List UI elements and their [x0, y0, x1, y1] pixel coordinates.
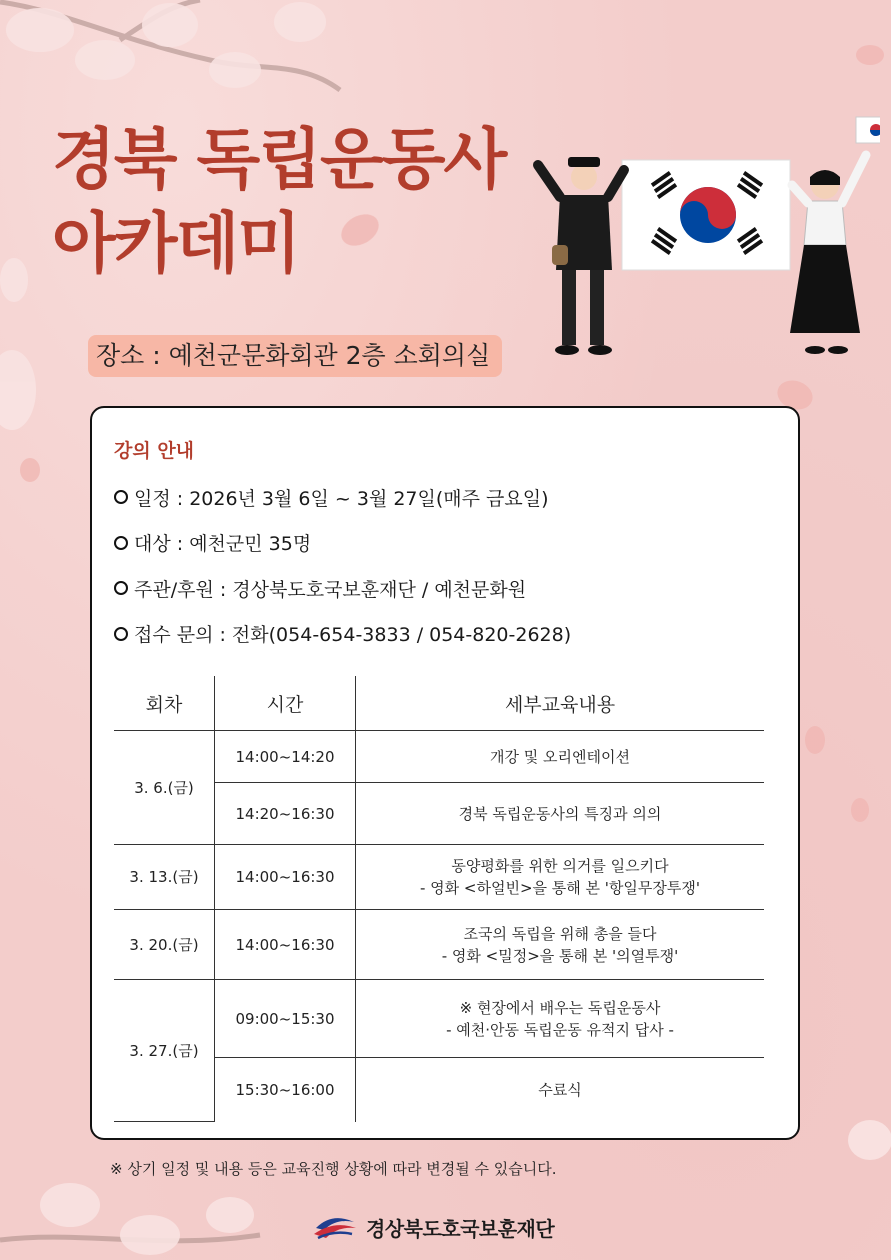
session-content: [356, 845, 765, 910]
hanbok-woman-figure-icon: [790, 117, 880, 354]
session-content: [356, 731, 765, 783]
taegukgi-flag-icon: [622, 160, 790, 270]
venue-label: 장소 : 예천군문화회관 2층 소회의실: [88, 335, 502, 377]
session-time: 14:00~16:30: [215, 910, 356, 980]
list-item: [114, 482, 571, 512]
footnote: ※ 상기 일정 및 내용 등은 교육진행 상황에 따라 변경될 수 있습니다.: [110, 1160, 557, 1178]
session-content: [356, 910, 765, 980]
list-item: [114, 619, 571, 649]
session-date: 3. 6.(금): [114, 731, 215, 845]
footer: [312, 1212, 554, 1242]
section-title: 강의 안내: [114, 440, 195, 462]
content-line: 경북 독립운동사의 특징과 의의: [458, 804, 662, 823]
info-contact: 접수 문의 : 전화(054-654-3833 / 054-820-2628): [134, 624, 572, 646]
table-row: [114, 731, 764, 783]
session-date: 3. 27.(금): [114, 980, 215, 1122]
page-title: [52, 118, 505, 286]
content-line: 조국의 독립을 위해 총을 들다: [463, 924, 657, 943]
content-line: - 예천·안동 독립운동 유적지 답사 -: [446, 1020, 674, 1039]
session-time: 14:00~16:30: [215, 845, 356, 910]
info-organizer: 주관/후원 : 경상북도호국보훈재단 / 예천문화원: [134, 578, 527, 601]
content-line: 동양평화를 위한 의거를 일으키다: [451, 857, 669, 875]
table-row: [114, 845, 764, 910]
session-time: 14:00~14:20: [215, 731, 356, 783]
bullet-circle-icon: [114, 581, 128, 595]
schedule-table: [114, 676, 764, 1122]
info-schedule: 일정 : 2026년 3월 6일 ~ 3월 27일(매주 금요일): [134, 487, 549, 510]
content-line: 개강 및 오리엔테이션: [490, 747, 630, 766]
table-row: [114, 980, 764, 1058]
session-time: 15:30~16:00: [215, 1058, 356, 1122]
content-line: 수료식: [538, 1080, 582, 1099]
header-content: 세부교육내용: [356, 676, 765, 731]
list-item: [114, 528, 571, 558]
session-content: [356, 783, 765, 845]
session-time: 09:00~15:30: [215, 980, 356, 1058]
table-header-row: [114, 676, 764, 731]
bullet-circle-icon: [114, 536, 128, 550]
header-time: 시간: [215, 676, 356, 731]
title-line-2: 아카데미: [52, 205, 300, 282]
foundation-logo-icon: [312, 1212, 358, 1242]
lecture-info-card: [90, 406, 800, 1140]
list-item: [114, 573, 571, 603]
info-target: 대상 : 예천군민 35명: [134, 533, 312, 555]
session-date: 3. 20.(금): [114, 910, 215, 980]
content-line: - 영화 <밀정>을 통해 본 '의열투쟁': [441, 946, 679, 965]
footer-org-name: 경상북도호국보훈재단: [366, 1216, 555, 1241]
content-line: - 영화 <하얼빈>을 통해 본 '항일무장투쟁': [420, 879, 700, 897]
table-row: [114, 910, 764, 980]
session-date: 3. 13.(금): [114, 845, 215, 910]
bullet-circle-icon: [114, 627, 128, 641]
characters-illustration: [520, 105, 880, 365]
title-line-1: 경북 독립운동사: [52, 121, 506, 198]
bullet-circle-icon: [114, 490, 128, 504]
content-line: ※ 현장에서 배우는 독립운동사: [459, 998, 661, 1017]
info-list: [114, 482, 571, 664]
session-time: 14:20~16:30: [215, 783, 356, 845]
header-session: 회차: [114, 676, 215, 731]
session-content: [356, 980, 765, 1058]
student-figure-icon: [538, 157, 624, 355]
session-content: [356, 1058, 765, 1122]
